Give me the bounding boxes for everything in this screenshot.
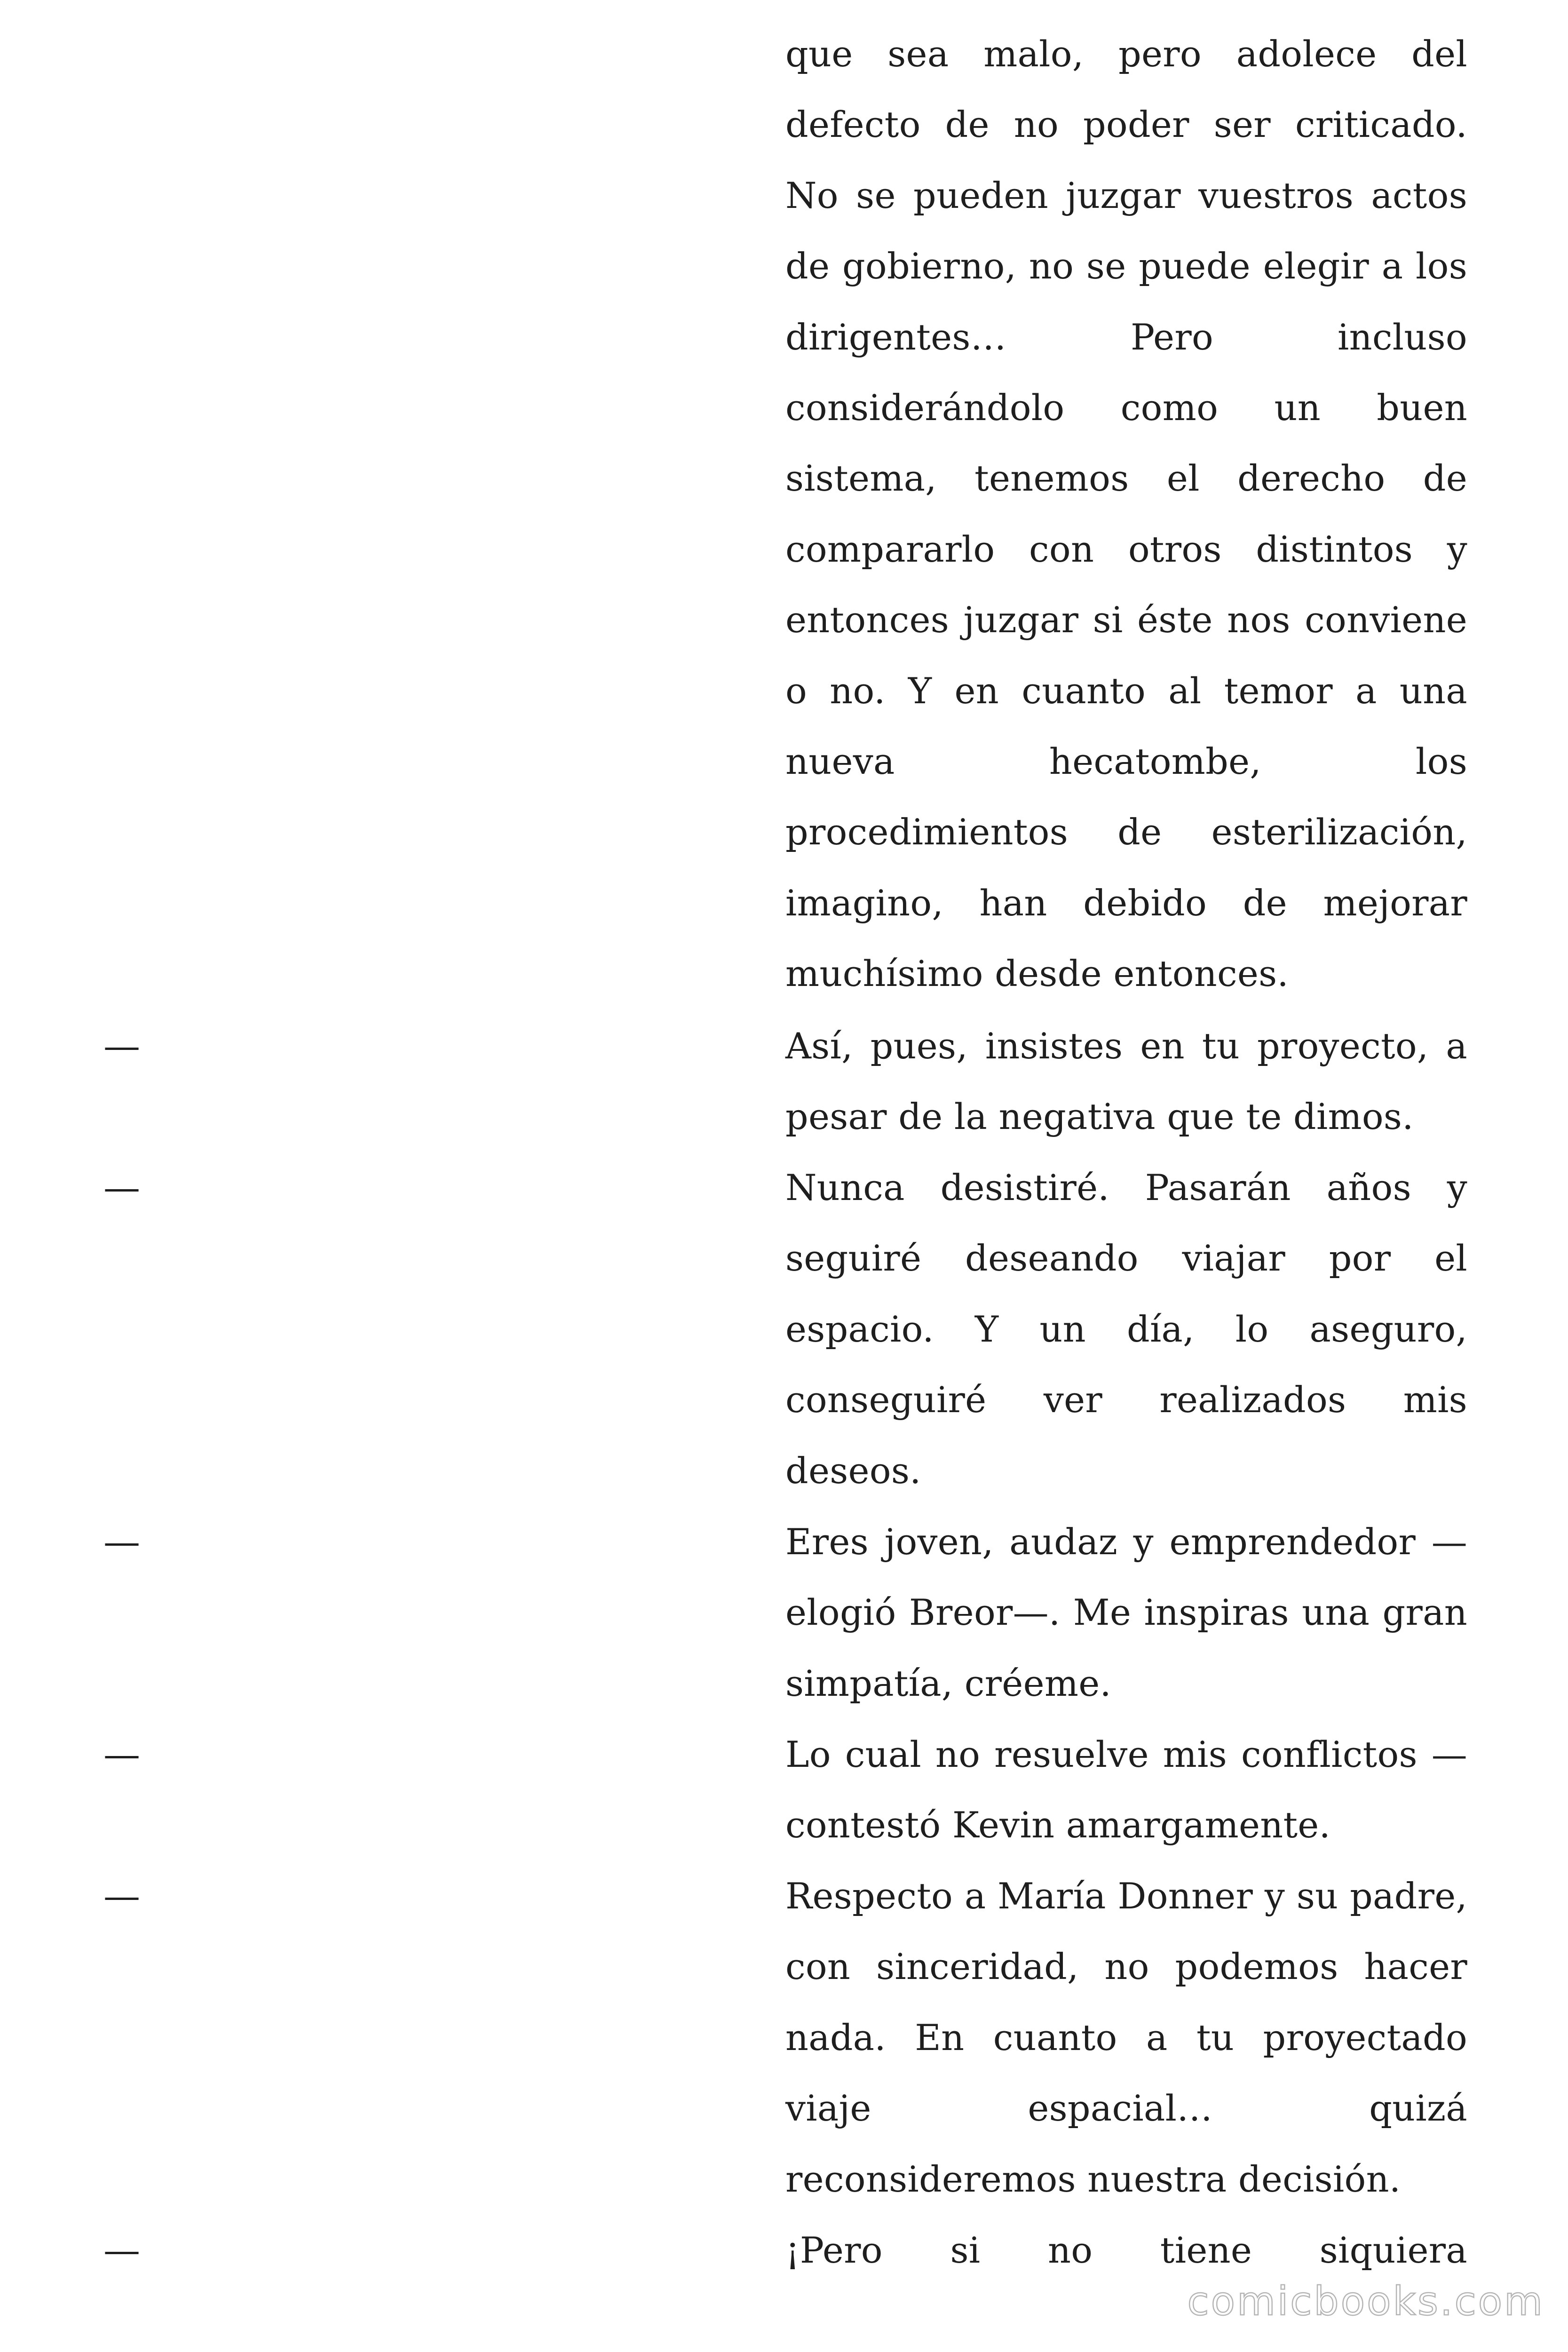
dialogue-dash: — [103, 2229, 140, 2272]
watermark: comicbooks.com [1187, 2278, 1544, 2324]
paragraph-text: Así, pues, insistes en tu proyecto, a pesar de la negativa que te dimos. [785, 1025, 1467, 1138]
dialogue-dash: — [103, 1025, 140, 1067]
paragraph-text: ¡Pero si no tiene siquiera [785, 2229, 1467, 2271]
paragraph-text: Lo cual no resuelve mis conflictos —contestó Kevin amargamente. [785, 1733, 1467, 1846]
dialogue-dash: — [103, 1733, 140, 1776]
paragraph-text: Nunca desistiré. Pasarán años y seguiré deseando viajar por el espacio. Y un día, lo aseguro, conseguiré ver realizados mis deseos. [785, 1167, 1467, 1492]
dialogue-dash: — [103, 1875, 140, 1917]
paragraph-text: que sea malo, pero adolece del defecto de no poder ser criticado. No se pueden juzgar vuestros actos de gobierno, no se puede elegir a los dirigentes… Pero incluso considerándolo como un buen sistema, tenemos el derecho de compararlo con otros distintos y entonces juzgar si éste nos conviene o no. Y en cuanto al temor a una nueva hecatombe, los procedimientos de esterilización, imagino, han debido de mejorar muchísimo desde entonces. [785, 33, 1467, 995]
paragraph-text: Respecto a María Donner y su padre, con sinceridad, no podemos hacer nada. En cuanto a tu proyectado viaje espacial… quizá reconsideremos nuestra decisión. [785, 1875, 1467, 2200]
paragraph-text: Eres joven, audaz y emprendedor —elogió Breor—. Me inspiras una gran simpatía, créeme. [785, 1521, 1467, 1704]
dialogue-dash: — [103, 1521, 140, 1563]
dialogue-dash: — [103, 1167, 140, 1209]
